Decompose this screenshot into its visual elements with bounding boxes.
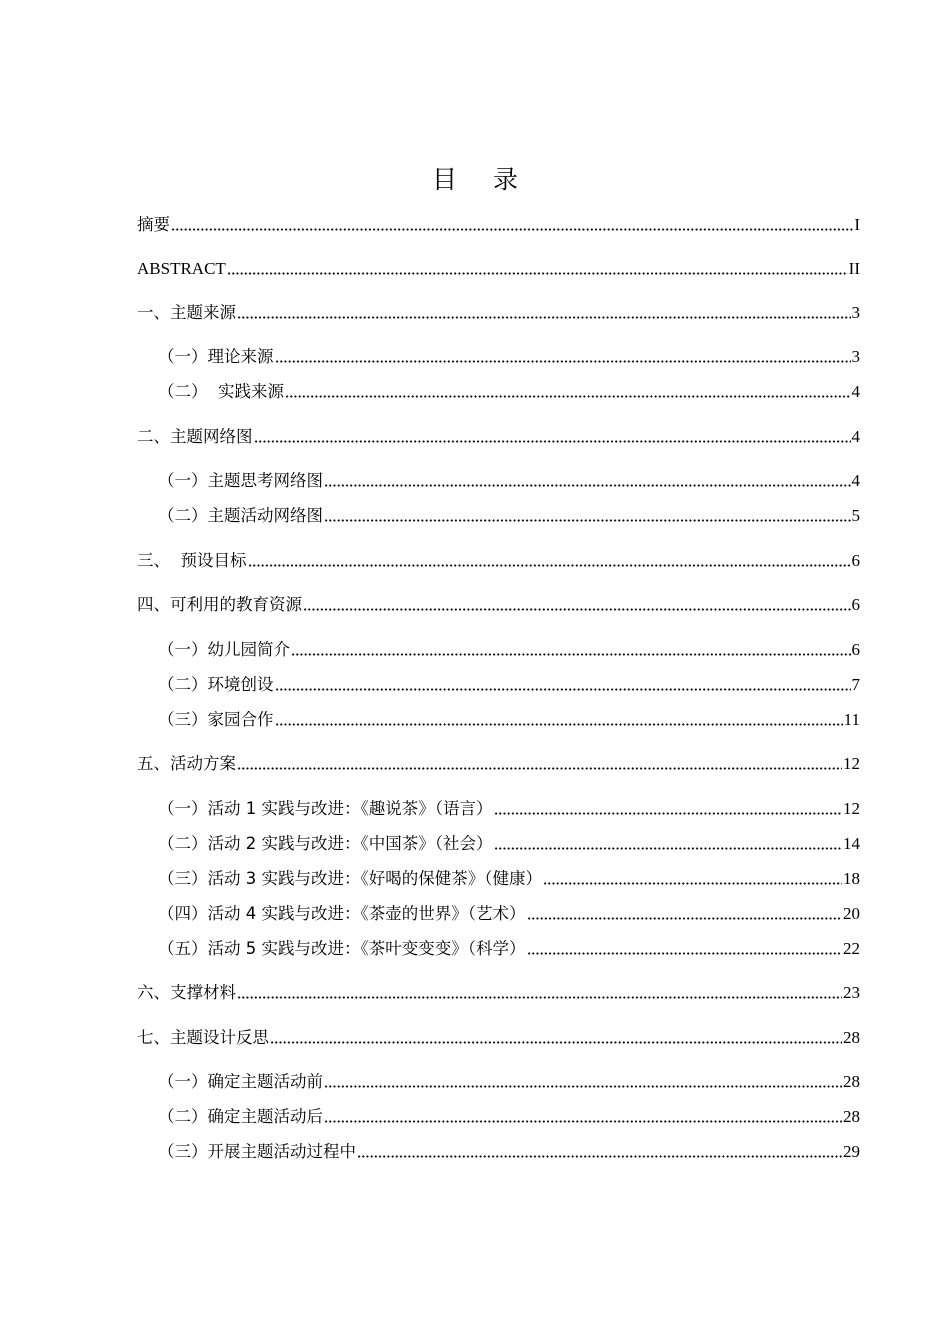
toc-entry[interactable]: [137, 592, 860, 616]
toc-entry-page-number: 3: [851, 303, 860, 322]
toc-entry-label: （二）确定主题活动后: [158, 1107, 323, 1126]
toc-entry[interactable]: [158, 468, 860, 492]
dot-leader: [324, 519, 851, 522]
dot-leader: [303, 608, 851, 611]
toc-entry-page-number: 20: [843, 904, 860, 923]
toc-entry-label: 一、主题来源: [137, 303, 236, 322]
toc-entry-label: （三）家园合作: [158, 710, 274, 729]
toc-entry[interactable]: [137, 256, 860, 280]
toc-entry-label: （四）活动 4 实践与改进：《茶壶的世界》（艺术）: [158, 904, 526, 923]
toc-entry-label: 二、主题网络图: [137, 427, 253, 446]
dot-leader: [357, 1155, 842, 1158]
toc-title: 目 录: [432, 165, 532, 194]
toc-entry[interactable]: [137, 300, 860, 324]
dot-leader: [237, 316, 851, 319]
toc-entry-page-number: 6: [851, 595, 860, 614]
toc-entry-page-number: 29: [843, 1142, 860, 1161]
toc-entry-page-number: 28: [843, 1072, 860, 1091]
toc-entry-label: 六、支撑材料: [137, 983, 236, 1002]
toc-entry-page-number: 4: [851, 382, 860, 401]
toc-entry-page-number: 12: [843, 754, 860, 773]
toc-entry-page-number: 14: [843, 834, 860, 853]
toc-entry-label: 五、活动方案: [137, 754, 236, 773]
dot-leader: [324, 1085, 842, 1088]
toc-entry-label: 四、可利用的教育资源: [137, 595, 302, 614]
toc-entry-label: （二） 实践来源: [158, 382, 284, 401]
dot-leader: [270, 1041, 842, 1044]
toc-entry-page-number: 18: [843, 869, 860, 888]
toc-entry-label: （二）环境创设: [158, 675, 274, 694]
dot-leader: [275, 688, 851, 691]
toc-entry-page-number: 4: [851, 427, 860, 446]
toc-entry[interactable]: [158, 1069, 860, 1093]
toc-entry[interactable]: [137, 212, 860, 236]
dot-leader: [227, 272, 848, 275]
dot-leader: [237, 996, 842, 999]
toc-entry-label: （一）理论来源: [158, 347, 274, 366]
toc-entry-page-number: II: [848, 259, 860, 278]
dot-leader: [527, 917, 843, 920]
toc-entry-page-number: 28: [843, 1107, 860, 1126]
toc-entry[interactable]: [158, 901, 860, 925]
toc-entry[interactable]: [158, 503, 860, 527]
dot-leader: [324, 484, 851, 487]
dot-leader: [494, 812, 843, 815]
dot-leader: [494, 847, 843, 850]
toc-entry-page-number: 11: [843, 710, 860, 729]
toc-entry-label: （五）活动 5 实践与改进：《茶叶变变变》（科学）: [158, 939, 526, 958]
toc-entry[interactable]: [158, 707, 860, 731]
toc-entry[interactable]: [158, 831, 860, 855]
dot-leader: [324, 1120, 842, 1123]
toc-entry-label: （一）确定主题活动前: [158, 1072, 323, 1091]
toc-entry-label: 摘要: [137, 215, 170, 234]
toc-entry[interactable]: [158, 866, 860, 890]
toc-entry-label: （三）开展主题活动过程中: [158, 1142, 356, 1161]
toc-entry-page-number: 5: [851, 506, 860, 525]
toc-entry-page-number: 22: [843, 939, 860, 958]
dot-leader: [275, 723, 843, 726]
toc-entry-label: （三）活动 3 实践与改进：《好喝的保健茶》（健康）: [158, 869, 542, 888]
dot-leader: [543, 882, 842, 885]
toc-entry[interactable]: [158, 936, 860, 960]
dot-leader: [275, 360, 851, 363]
toc-entry-page-number: 28: [843, 1028, 860, 1047]
toc-entry[interactable]: [137, 751, 860, 775]
toc-entry[interactable]: [137, 1025, 860, 1049]
toc-entry-page-number: 6: [851, 640, 860, 659]
toc-entry-label: 七、主题设计反思: [137, 1028, 269, 1047]
toc-entry-page-number: 6: [851, 551, 860, 570]
dot-leader: [171, 228, 853, 231]
toc-entry-label: （二）主题活动网络图: [158, 506, 323, 525]
toc-entry-page-number: 4: [851, 471, 860, 490]
toc-entry-label: 三、 预设目标: [137, 551, 247, 570]
dot-leader: [285, 395, 851, 398]
toc-entry[interactable]: [158, 1139, 860, 1163]
toc-entry-label: （一）活动 1 实践与改进：《趣说茶》（语言）: [158, 799, 493, 818]
toc-entry[interactable]: [158, 672, 860, 696]
dot-leader: [237, 767, 842, 770]
toc-entry-page-number: 7: [851, 675, 860, 694]
toc-entry[interactable]: [158, 344, 860, 368]
toc-entry-page-number: I: [854, 215, 860, 234]
toc-entry-label: （一）主题思考网络图: [158, 471, 323, 490]
toc-entry[interactable]: [158, 637, 860, 661]
dot-leader: [248, 564, 851, 567]
toc-entry[interactable]: [137, 980, 860, 1004]
toc-entry[interactable]: [158, 796, 860, 820]
dot-leader: [527, 952, 843, 955]
toc-entry-label: （一）幼儿园简介: [158, 640, 290, 659]
toc-entry-page-number: 3: [851, 347, 860, 366]
toc-entry[interactable]: [158, 1104, 860, 1128]
dot-leader: [254, 440, 851, 443]
toc-entry[interactable]: [137, 548, 860, 572]
dot-leader: [291, 653, 851, 656]
toc-entry-page-number: 12: [843, 799, 860, 818]
toc-entry-label: ABSTRACT: [137, 259, 226, 278]
toc-entry-page-number: 23: [843, 983, 860, 1002]
toc-entry[interactable]: [137, 424, 860, 448]
toc-entry-label: （二）活动 2 实践与改进：《中国茶》（社会）: [158, 834, 493, 853]
toc-entry[interactable]: [158, 379, 860, 403]
